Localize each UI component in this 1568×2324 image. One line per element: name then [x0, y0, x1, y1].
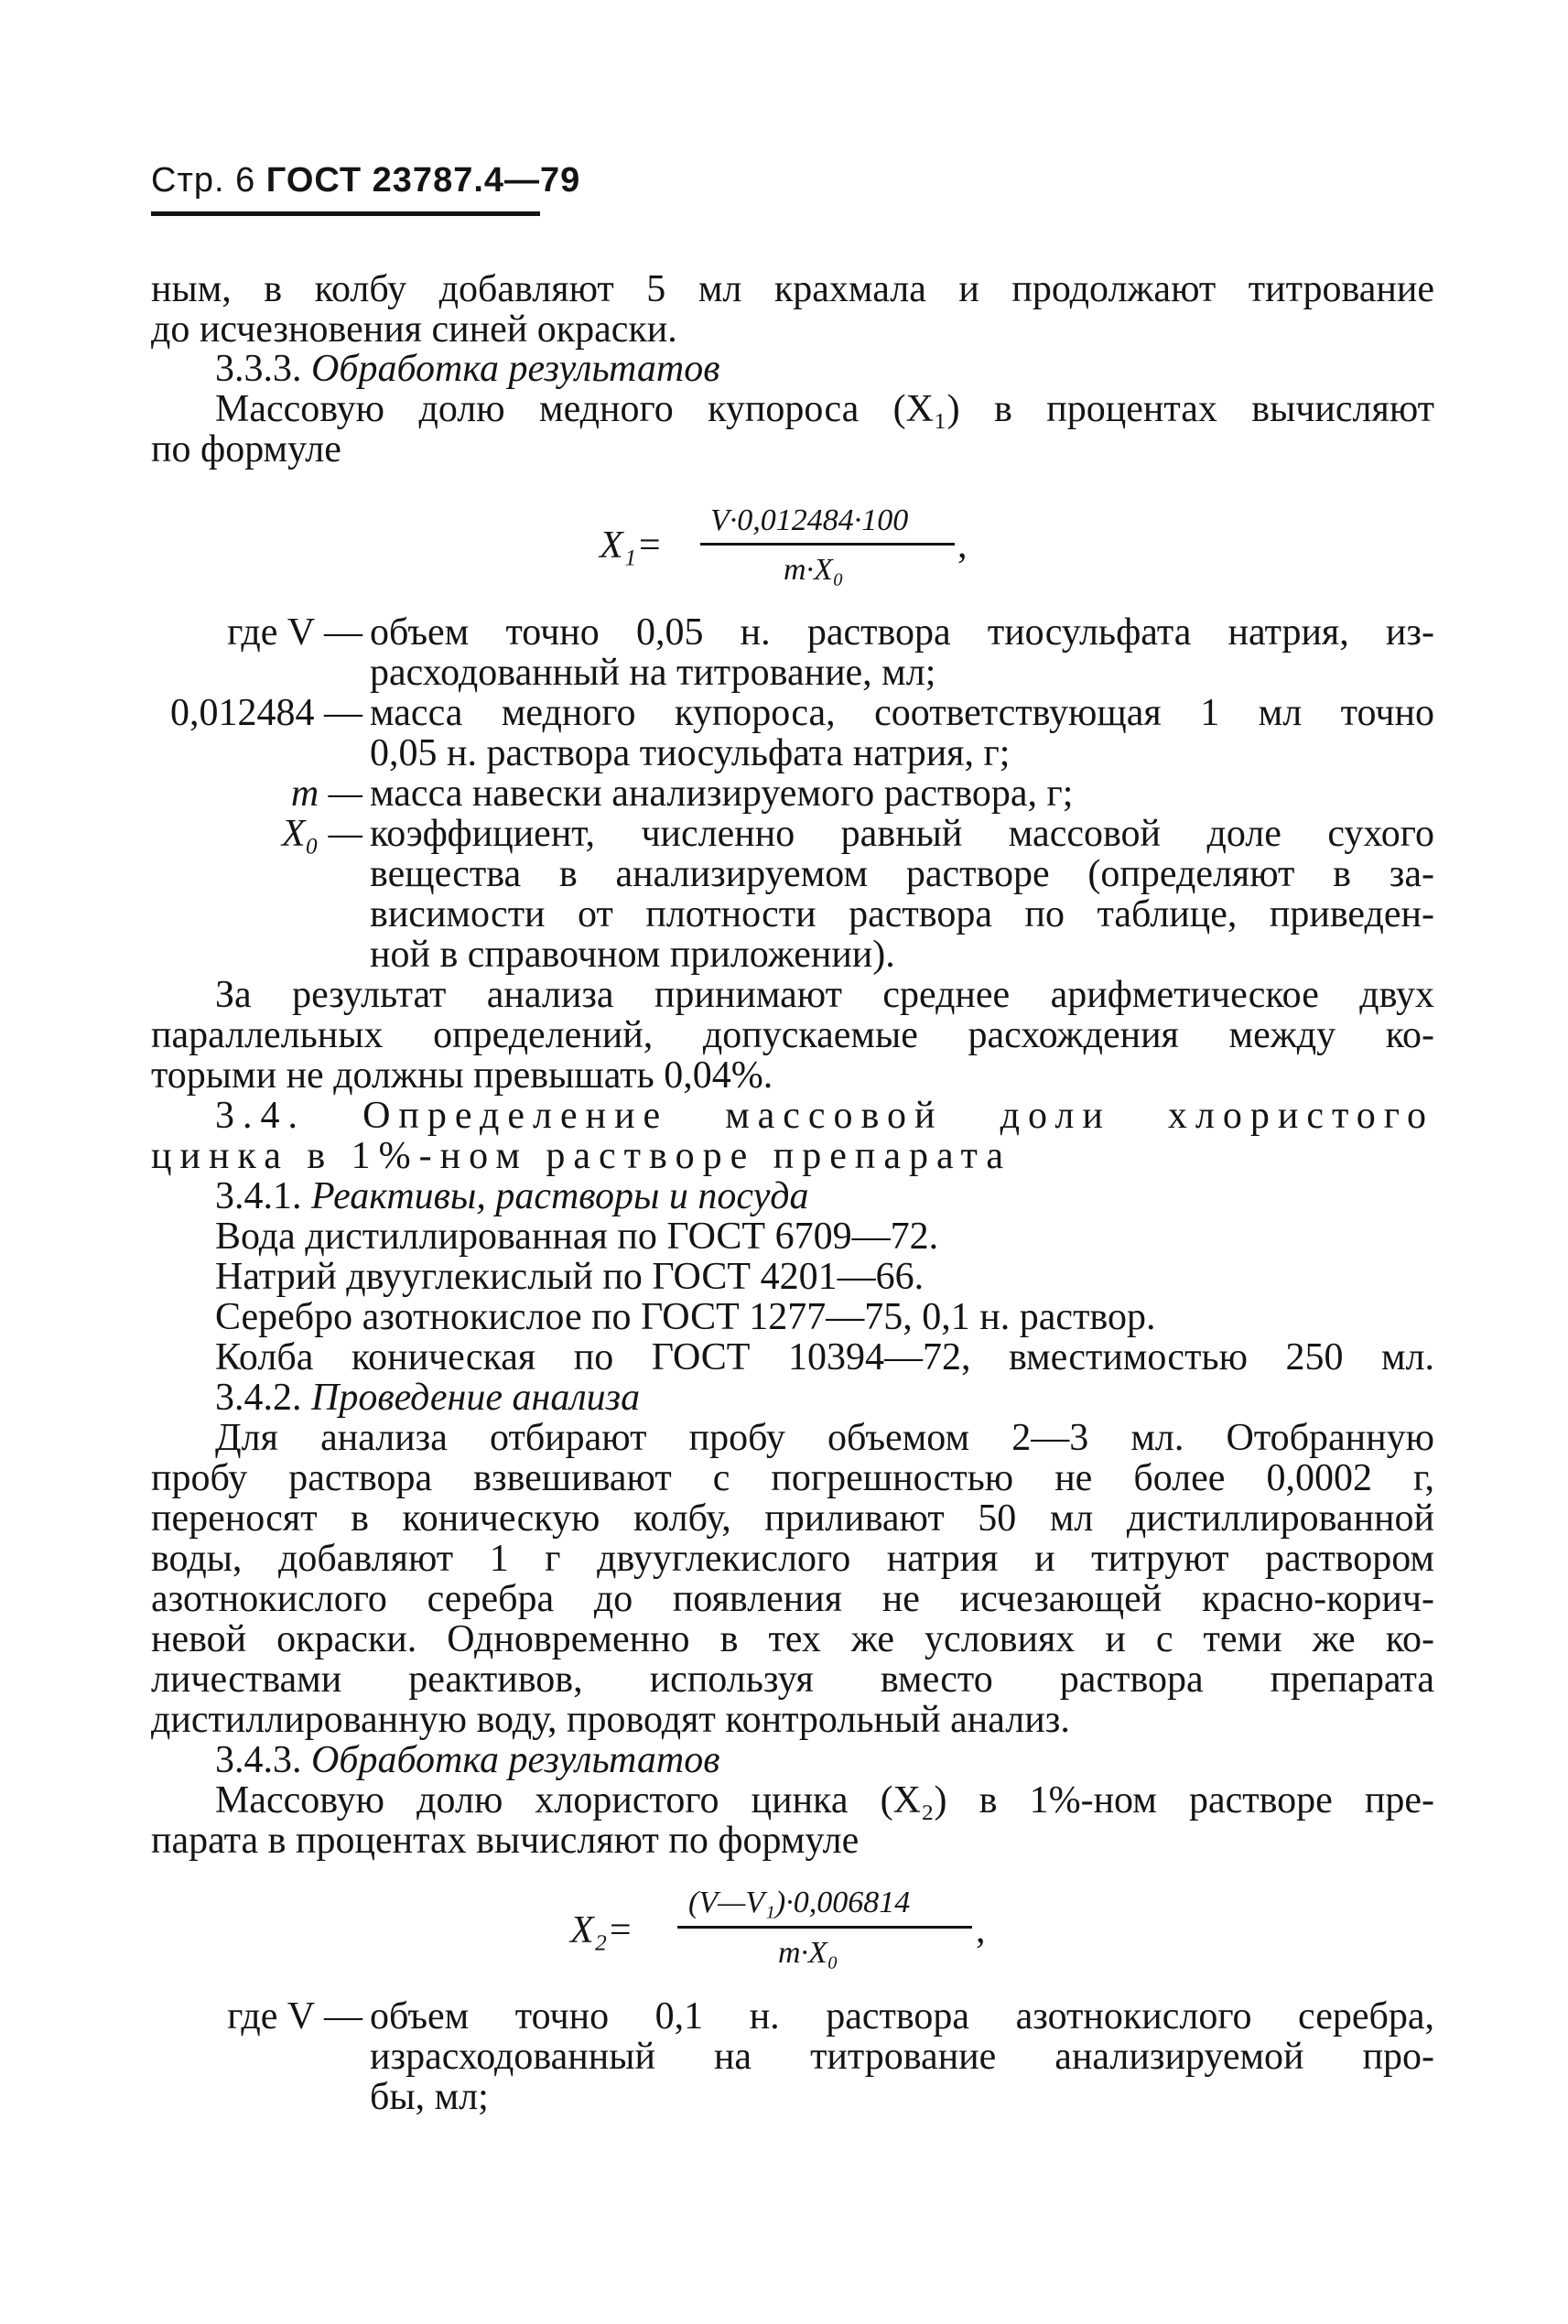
formula-numerator: V·0,012484·100 — [710, 503, 909, 537]
text-line: параллельных определений, допускаемые расхождения между ко- — [151, 1014, 1434, 1056]
reagent-item: Натрий двууглекислый по ГОСТ 4201—66. — [215, 1256, 925, 1298]
section-heading-3-4: 3.4. Определение массовой доли хлористого — [215, 1095, 1434, 1137]
section-title: Обработка результатов — [311, 1739, 720, 1781]
definition-text: объем точно 0,05 н. раствора тиосульфата натрия, из- — [370, 611, 1434, 654]
text-line: до исчезновения синей окраски. — [151, 308, 677, 351]
formula-denominator: m·X₀ — [778, 1936, 838, 1970]
fraction-bar — [700, 543, 955, 546]
definition-text: вещества в анализируемом растворе (определяют в за- — [370, 853, 1434, 895]
text-line: ным, в колбу добавляют 5 мл крахмала и продолжают титрование — [151, 268, 1434, 310]
text-line: пробу раствора взвешивают с погрешностью не более 0,0002 г, — [151, 1457, 1434, 1499]
section-title: Проведение анализа — [311, 1377, 641, 1419]
text-line: За результат анализа принимают среднее арифметическое двух — [215, 974, 1434, 1016]
definition-text: израсходованный на титрование анализируемой про- — [370, 2036, 1434, 2078]
text-line: воды, добавляют 1 г двууглекислого натрия и титруют раствором — [151, 1538, 1434, 1580]
section-number: 3.4.2. — [215, 1377, 302, 1419]
text-line: невой окраски. Одновременно в тех же условиях и с теми же ко- — [151, 1618, 1434, 1660]
text-line: личествами реактивов, используя вместо раствора препарата — [151, 1659, 1434, 1701]
text-line: Массовую долю медного купороса (X₁) в процентах вычисляют — [215, 388, 1434, 430]
formula-trail: , — [957, 524, 968, 567]
definition-label: 0,012484 — — [170, 692, 362, 734]
definition-text: коэффициент, численно равный массовой доле сухого — [370, 813, 1434, 855]
text-line: дистиллированную воду, проводят контрольный анализ. — [151, 1699, 1070, 1741]
text-line: Массовую долю хлористого цинка (X₂) в 1%-ном растворе пре- — [215, 1779, 1434, 1821]
page-number: Стр. 6 — [151, 161, 256, 200]
section-title: Обработка результатов — [311, 348, 720, 390]
definition-text: бы, мл; — [370, 2076, 489, 2118]
formula-lhs: X₂= — [570, 1909, 633, 1951]
definition-text: ной в справочном приложении). — [370, 934, 895, 976]
formula-trail: , — [976, 1909, 986, 1951]
formula-lhs: X₁= — [600, 524, 663, 567]
definition-label: X₀ — — [281, 813, 362, 855]
section-heading-3-4-cont: цинка в 1%-ном растворе препарата — [151, 1135, 1012, 1177]
definition-label: где V — — [227, 1995, 362, 2038]
text-line: по формуле — [151, 428, 341, 470]
fraction-bar — [677, 1926, 972, 1929]
standard-designation: ГОСТ 23787.4—79 — [265, 161, 581, 200]
text-line: парата в процентах вычисляют по формуле — [151, 1820, 860, 1862]
reagent-item: Колба коническая по ГОСТ 10394—72, вместимостью 250 мл. — [215, 1336, 1434, 1378]
reagent-item: Вода дистиллированная по ГОСТ 6709—72. — [215, 1216, 939, 1258]
definition-label: где V — — [227, 611, 362, 654]
section-number: 3.4.1. — [215, 1175, 302, 1217]
header-rule — [151, 211, 540, 216]
definition-text: расходованный на титрование, мл; — [370, 652, 936, 694]
formula-denominator: m·X₀ — [784, 553, 844, 587]
text-line: торыми не должны превышать 0,04%. — [151, 1054, 773, 1097]
section-number: 3.4.3. — [215, 1739, 302, 1781]
text-line: Для анализа отбирают пробу объемом 2—3 мл. Отобранную — [215, 1417, 1434, 1459]
definition-label: m — — [290, 773, 362, 815]
formula-numerator: (V—V₁)·0,006814 — [688, 1886, 911, 1919]
reagent-item: Серебро азотнокислое по ГОСТ 1277—75, 0,1 н. раствор. — [215, 1296, 1156, 1338]
definition-text: объем точно 0,1 н. раствора азотнокислого серебра, — [370, 1995, 1434, 2038]
page-header — [151, 161, 580, 200]
text-line: азотнокислого серебра до появления не исчезающей красно-корич- — [151, 1578, 1434, 1620]
section-number: 3.3.3. — [215, 348, 302, 390]
section-title: Реактивы, растворы и посуда — [311, 1175, 809, 1217]
text-line: переносят в коническую колбу, приливают 50 мл дистиллированной — [151, 1497, 1434, 1540]
definition-text: 0,05 н. раствора тиосульфата натрия, г; — [370, 732, 1011, 774]
definition-text: масса навески анализируемого раствора, г; — [370, 773, 1074, 815]
definition-text: висимости от плотности раствора по таблице, приведен- — [370, 893, 1434, 935]
definition-text: масса медного купороса, соответствующая 1 мл точно — [370, 692, 1434, 734]
